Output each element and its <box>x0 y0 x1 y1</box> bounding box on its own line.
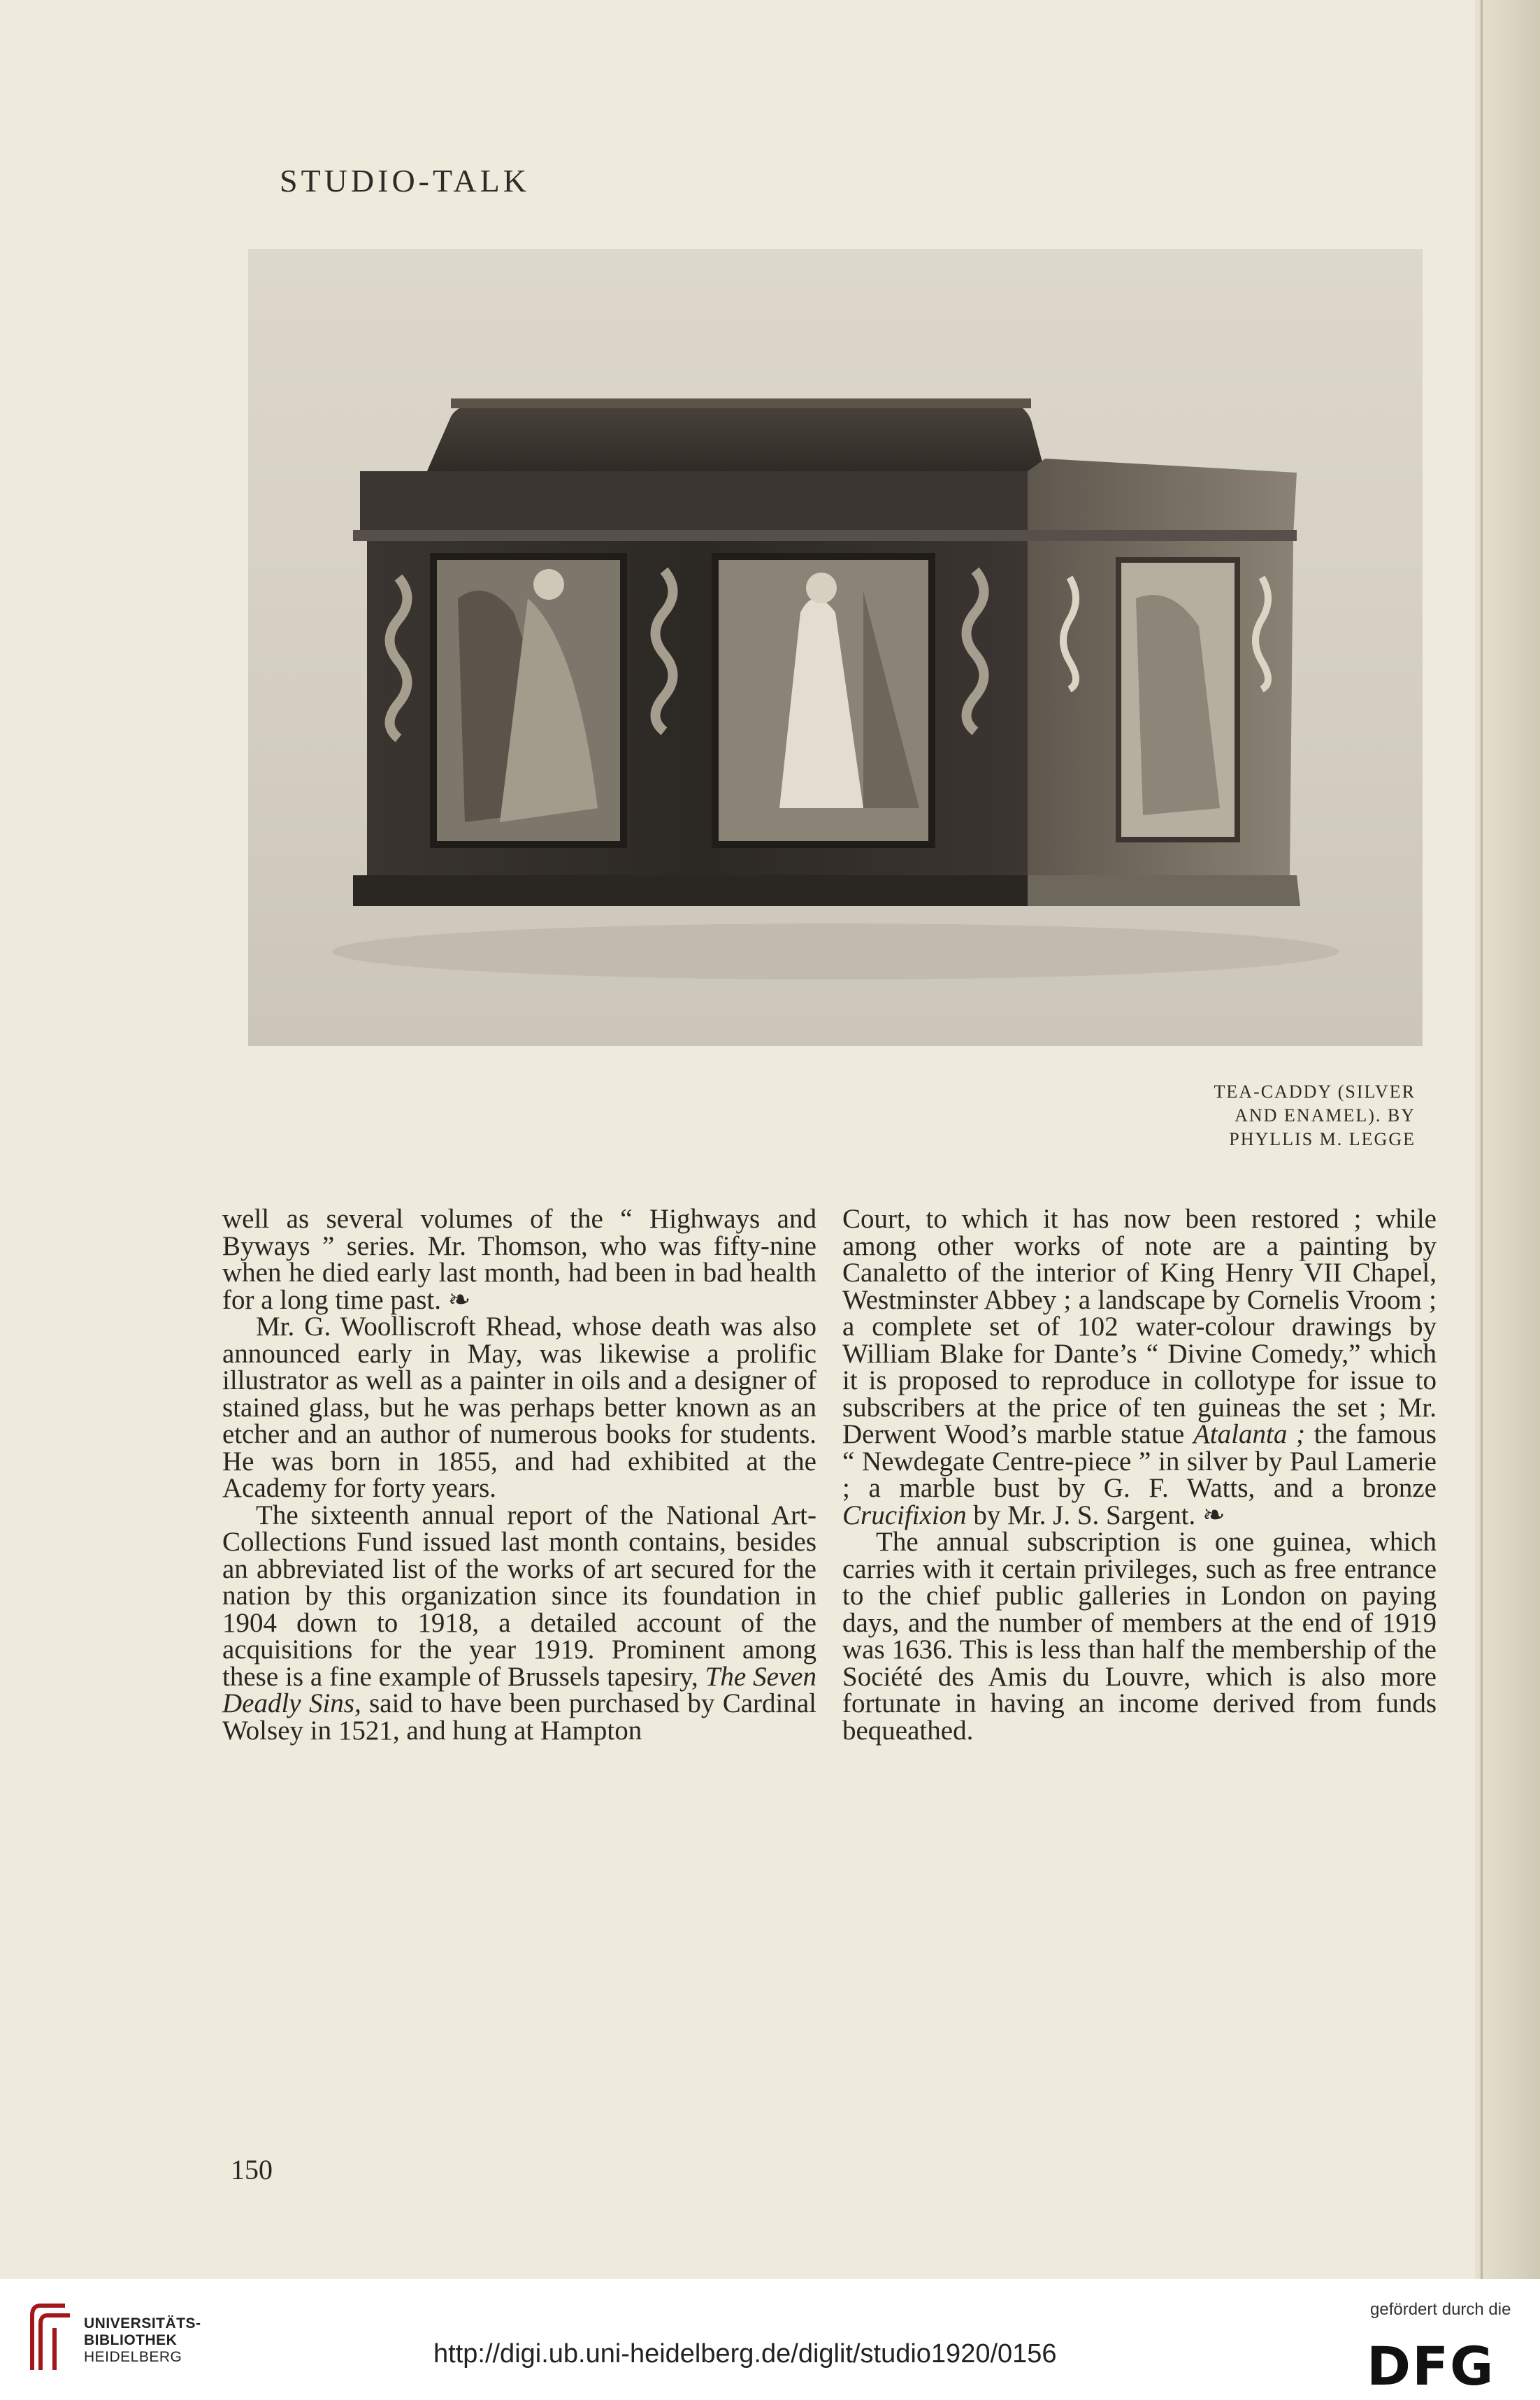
running-head: STUDIO-TALK <box>280 163 530 199</box>
paragraph <box>222 1502 816 1745</box>
dfg-logo: DFG <box>1367 2335 1495 2397</box>
paragraph-text: well as several volumes of the “ Highways and Byways ” series. Mr. Thomson, who was fifty-nine when he died early last month, had been in bad health for a long time past. <box>222 1204 816 1315</box>
paragraph-text: said to have been purchased by Cardinal Wolsey in 1521, and hung at Hampton <box>222 1688 816 1746</box>
funding-label: gefördert durch die <box>1370 2300 1511 2319</box>
figure-caption <box>1084 1080 1416 1151</box>
paragraph: Mr. G. Woolliscroft Rhead, whose death was also announced early in May, was likewise a prolific illustrator as well as a painter in oils and a designer of stained glass, but he was perhaps better known as an etcher and an author of numerous books for students. He was born in 1855, and had exhibited at the Academy for forty years. <box>222 1312 816 1503</box>
scan-gutter-line <box>1481 0 1483 2279</box>
paragraph-text: The sixteenth annual report of the National Art-Collections Fund issued last month contains, besides an abbreviated list of the works of art secured for the nation by this organization since its foundation in 1904 down to 1918, a detailed account of the acquisitions for the year 1919. Prominent among these is a fine example of Brussels tapesiry, <box>222 1500 816 1692</box>
tea-caddy-photograph <box>248 249 1423 1046</box>
library-name-line: HEIDELBERG <box>84 2349 182 2365</box>
library-logo-icon <box>27 2300 75 2377</box>
scan-page-edge <box>1475 0 1540 2279</box>
library-name <box>84 2315 201 2366</box>
left-column <box>222 1206 816 1744</box>
permalink[interactable]: http://digi.ub.uni-heidelberg.de/diglit/studio1920/0156 <box>433 2339 1057 2369</box>
library-name-line: UNIVERSITÄTS- <box>84 2315 201 2331</box>
caption-line: AND ENAMEL). BY <box>1235 1105 1416 1126</box>
caption-line: TEA-CADDY (SILVER <box>1214 1082 1416 1102</box>
digitization-footer <box>0 2279 1540 2400</box>
paragraph-text: Court, to which it has now been restored ; while among other works of note are a painting by Canaletto of the interior of King Henry VII Chapel, Westminster Abbey ; a landscape by Cornelis Vroom ; a complete set of 102 water-colour drawings by William Blake for Dante’s “ Divine Comedy,” which it is proposed to reproduce in collotype for issue to subscribers at the price of ten guineas the set ; Mr. Derwent Wood’s marble statue <box>842 1204 1437 1449</box>
ornament: ❧ <box>1202 1500 1225 1530</box>
right-column <box>842 1206 1437 1744</box>
paragraph <box>842 1206 1437 1529</box>
artwork-title: The Seven Deadly Sins, <box>222 1661 816 1718</box>
paragraph <box>222 1206 816 1314</box>
tea-caddy-illustration <box>248 249 1423 1046</box>
paragraph-text: by Mr. J. S. Sargent. <box>966 1500 1196 1530</box>
artwork-title: Crucifixion <box>842 1500 967 1530</box>
artwork-title: Atalanta ; <box>1193 1419 1306 1449</box>
paragraph-text: the famous “ Newdegate Centre-piece ” in silver by Paul Lamerie ; a marble bust by G. F. Watts, and a bronze <box>842 1419 1437 1503</box>
library-name-line: BIBLIOTHEK <box>84 2332 178 2348</box>
page-number: 150 <box>231 2154 273 2185</box>
ornament: ❧ <box>447 1284 471 1315</box>
caption-line: PHYLLIS M. LEGGE <box>1229 1129 1416 1149</box>
paragraph: The annual subscription is one guinea, which carries with it certain privileges, such as free entrance to the chief public galleries in London on paying days, and the number of members at the end of 1919 was 1636. This is less than half the membership of the Société des Amis du Louvre, which is also more fortunate in having an income derived from funds bequeathed. <box>842 1527 1437 1746</box>
